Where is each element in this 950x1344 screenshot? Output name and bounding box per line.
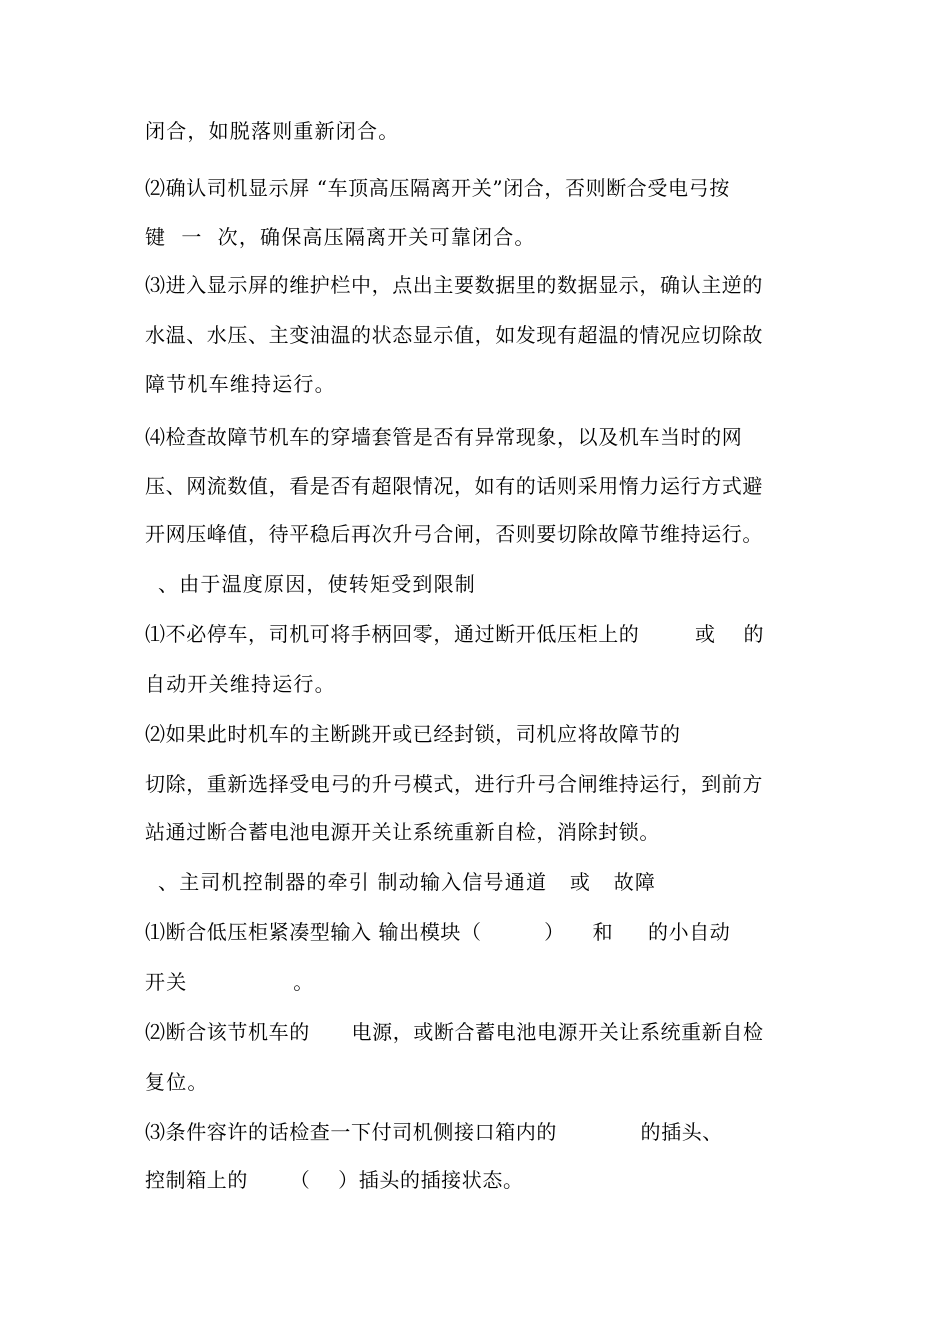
- section-heading: 、由于温度原因，使转矩受到限制: [158, 572, 476, 596]
- section-heading: 、主司机控制器的牵引 制动输入信号通道 或 故障: [158, 870, 657, 894]
- text-line: 自动开关维持运行。: [145, 672, 336, 696]
- text-line: 开网压峰值，待平稳后再次升弓合闸，否则要切除故障节维持运行。: [145, 522, 763, 546]
- text-line: ⑴不必停车，司机可将手柄回零，通过断开低压柜上的 或 的: [145, 622, 765, 646]
- text-line: 键 一 次，确保高压隔离开关可靠闭合。: [145, 225, 536, 249]
- text-line: ⑵如果此时机车的主断跳开或已经封锁，司机应将故障节的: [145, 722, 681, 746]
- text-line: 闭合，如脱落则重新闭合。: [145, 119, 400, 143]
- text-line: 控制箱上的 （ ）插头的插接状态。: [145, 1168, 524, 1192]
- text-line: ⑶条件容许的话检查一下付司机侧接口箱内的 的插头、: [145, 1120, 723, 1144]
- text-line: 水温、水压、主变油温的状态显示值，如发现有超温的情况应切除故: [145, 323, 763, 347]
- text-line: 障节机车维持运行。: [145, 372, 336, 396]
- text-line: ⑷检查故障节机车的穿墙套管是否有异常现象，以及机车当时的网: [145, 425, 743, 449]
- text-line: 开关 。: [145, 970, 315, 994]
- text-line: 站通过断合蓄电池电源开关让系统重新自检，消除封锁。: [145, 820, 660, 844]
- text-line: 复位。: [145, 1070, 209, 1094]
- text-line: ⑵断合该节机车的 电源，或断合蓄电池电源开关让系统重新自检: [145, 1020, 764, 1044]
- text-line: ⑴断合低压柜紧凑型输入 输出模块（ ） 和 的小自动: [145, 920, 731, 944]
- text-line: ⑵确认司机显示屏 “车顶高压隔离开关”闭合，否则断合受电弓按: [145, 176, 730, 200]
- text-line: 压、网流数值，看是否有超限情况，如有的话则采用惰力运行方式避: [145, 474, 763, 498]
- text-line: ⑶进入显示屏的维护栏中，点出主要数据里的数据显示，确认主逆的: [145, 273, 763, 297]
- text-line: 切除，重新选择受电弓的升弓模式，进行升弓合闸维持运行，到前方: [145, 772, 763, 796]
